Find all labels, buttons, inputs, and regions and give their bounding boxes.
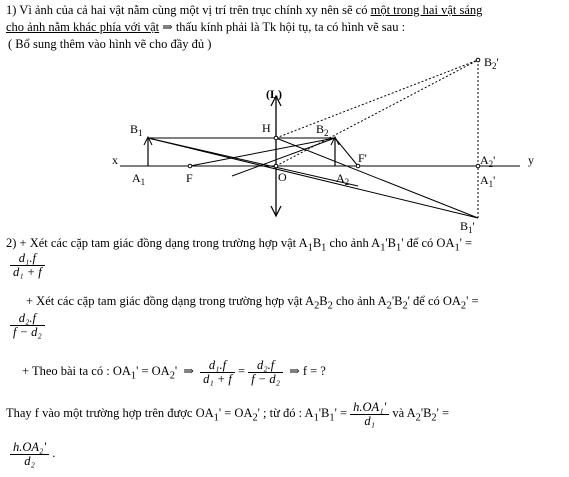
text-fragment: B bbox=[319, 294, 328, 308]
text-fragment: d₁.f bbox=[10, 252, 45, 266]
text-fragment: B bbox=[130, 122, 139, 136]
part2-line2 bbox=[26, 294, 479, 314]
label-B1p bbox=[460, 219, 475, 235]
text-fragment: ' ; từ đó : A bbox=[257, 406, 314, 420]
part2-line4 bbox=[6, 398, 449, 434]
text-fragment: 2 bbox=[314, 300, 320, 312]
text-fragment: 1 bbox=[130, 370, 137, 382]
text-fragment: ' bbox=[174, 364, 178, 378]
text-fragment: ' để có OA bbox=[407, 294, 461, 308]
ray-B1-O-B1p bbox=[148, 138, 478, 218]
text-fragment: 2 bbox=[492, 61, 497, 71]
text-fragment: . bbox=[49, 446, 56, 460]
text-fragment: B bbox=[460, 219, 469, 233]
text-fragment: B bbox=[484, 55, 493, 69]
text-fragment: 2 bbox=[252, 412, 258, 424]
text-fragment: 2 bbox=[327, 300, 333, 312]
implies-arrow: ⇒ bbox=[162, 20, 173, 34]
dash-H-B2p bbox=[276, 60, 478, 138]
part2-line1 bbox=[6, 236, 472, 256]
text-fragment: A bbox=[132, 171, 141, 185]
text-fragment: d₁ + f bbox=[203, 371, 232, 386]
text-fragment: d₂.f bbox=[10, 312, 45, 326]
text-fragment: 2 bbox=[402, 300, 408, 312]
text-fragment: 2) + Xét các cặp tam giác đồng dạng trong trường hợp vật A bbox=[6, 236, 308, 250]
point-O bbox=[274, 164, 278, 168]
part1-line3-text: ( Bổ sung thêm vào hình vẽ cho đầy đủ ) bbox=[8, 37, 212, 51]
text-fragment: 2 bbox=[415, 412, 421, 424]
text-fragment: ' bbox=[493, 153, 496, 167]
text-fragment: 'B bbox=[385, 236, 396, 250]
text-fragment: ' = bbox=[334, 406, 348, 420]
ray-B2-F bbox=[190, 138, 335, 166]
text-fragment: 2 bbox=[460, 300, 467, 312]
point-F bbox=[188, 164, 192, 168]
part1-line2-underlined: cho ảnh nằm khác phía với vật bbox=[6, 20, 160, 34]
text-fragment: ' bbox=[496, 55, 499, 69]
label-lens: (L) bbox=[266, 87, 282, 101]
text-fragment: ' bbox=[493, 173, 496, 187]
text-fragment: Thay f vào một trường hợp trên được OA bbox=[6, 406, 214, 420]
part1-line1-text: 1) Vì ảnh của cả hai vật nằm cùng một vị trí trên trục chính xy nên sẽ có bbox=[6, 3, 371, 17]
text-fragment: + Theo bài ta có : OA bbox=[22, 364, 131, 378]
text-fragment: f − d₂ bbox=[13, 325, 42, 339]
text-fragment: f − d₂ bbox=[251, 371, 280, 386]
label-Fp: F' bbox=[358, 151, 367, 165]
label-F: F bbox=[186, 171, 193, 185]
text-fragment: A bbox=[336, 171, 345, 185]
point-B2p bbox=[476, 58, 480, 62]
text-fragment: 2 bbox=[386, 300, 392, 312]
point-H bbox=[274, 136, 278, 140]
text-fragment: 'B bbox=[420, 406, 432, 420]
label-B2 bbox=[316, 122, 329, 138]
fraction-2 bbox=[10, 312, 45, 339]
text-fragment: d₂ bbox=[24, 453, 35, 468]
text-fragment: 'B bbox=[391, 294, 403, 308]
text-fragment: 2 bbox=[324, 128, 329, 138]
text-fragment: A bbox=[480, 153, 489, 167]
label-y: y bbox=[528, 153, 534, 167]
text-fragment: d₁ + f bbox=[13, 265, 42, 279]
text-fragment: B bbox=[316, 122, 325, 136]
text-fragment: h.OA₁' bbox=[350, 401, 389, 415]
part2-line5 bbox=[10, 438, 55, 468]
text-fragment: 2 bbox=[169, 370, 175, 382]
label-B1 bbox=[130, 122, 143, 138]
part1-line1-underlined: một trong hai vật sáng bbox=[370, 3, 483, 17]
text-fragment: 1 bbox=[454, 242, 460, 254]
text-fragment: 2 bbox=[431, 412, 437, 424]
implies-arrow-2: ⇒ bbox=[183, 364, 194, 378]
text-fragment: ' = bbox=[436, 406, 450, 420]
ray-B2-Fp bbox=[335, 138, 358, 166]
text-fragment: 2 bbox=[488, 159, 494, 169]
text-fragment: 1 bbox=[380, 242, 386, 254]
text-fragment: 1 bbox=[321, 242, 327, 254]
text-fragment: 1 bbox=[307, 242, 313, 254]
text-fragment: 1 bbox=[395, 242, 402, 254]
text-fragment: ' = bbox=[466, 294, 479, 308]
text-fragment: 1 bbox=[138, 128, 143, 138]
label-x: x bbox=[112, 153, 118, 167]
text-fragment: = bbox=[238, 364, 246, 378]
label-H: H bbox=[262, 121, 271, 135]
label-A1 bbox=[132, 171, 145, 187]
part1-line2-text: thấu kính phải là Tk hội tụ, ta có hình vẽ sau : bbox=[172, 20, 406, 34]
implies-arrow-3: ⇒ bbox=[289, 364, 300, 378]
text-fragment: f = ? bbox=[299, 364, 326, 378]
ray-H-Fp-B1p bbox=[276, 138, 478, 218]
text-fragment: ' để có OA bbox=[401, 236, 455, 250]
text-fragment: 1 bbox=[488, 179, 494, 189]
text-fragment: d₁ bbox=[364, 413, 375, 428]
text-fragment: và A bbox=[392, 406, 416, 420]
text-fragment: cho ảnh A bbox=[326, 236, 381, 250]
fraction-1 bbox=[10, 252, 45, 279]
text-fragment: d₂.f bbox=[248, 359, 283, 373]
text-fragment: ' = OA bbox=[218, 406, 253, 420]
text-fragment: 1 bbox=[313, 412, 319, 424]
label-A2 bbox=[336, 171, 349, 187]
ray-B1-F bbox=[148, 138, 358, 186]
text-fragment: A bbox=[480, 173, 489, 187]
text-fragment: 1 bbox=[329, 412, 335, 424]
text-fragment: B bbox=[312, 236, 322, 250]
text-fragment: 2 bbox=[344, 177, 350, 187]
label-O: O bbox=[278, 170, 287, 184]
label-B2p bbox=[484, 55, 499, 71]
text-fragment: + Xét các cặp tam giác đồng dạng trong trường hợp vật A bbox=[26, 294, 315, 308]
text-fragment: 1 bbox=[213, 412, 219, 424]
text-fragment: 1 bbox=[140, 177, 146, 187]
text-fragment: ' bbox=[472, 219, 475, 233]
part2-line3 bbox=[22, 356, 326, 392]
text-fragment: cho ảnh A bbox=[332, 294, 387, 308]
text-fragment: ' = bbox=[459, 236, 473, 250]
text-fragment: 'B bbox=[318, 406, 330, 420]
text-fragment: ' = OA bbox=[136, 364, 170, 378]
text-fragment: 1 bbox=[468, 225, 473, 235]
text-fragment: d₁.f bbox=[200, 359, 235, 373]
label-A2p bbox=[480, 153, 495, 169]
text-fragment: h.OA₂' bbox=[10, 441, 49, 455]
label-A1p bbox=[480, 173, 495, 189]
